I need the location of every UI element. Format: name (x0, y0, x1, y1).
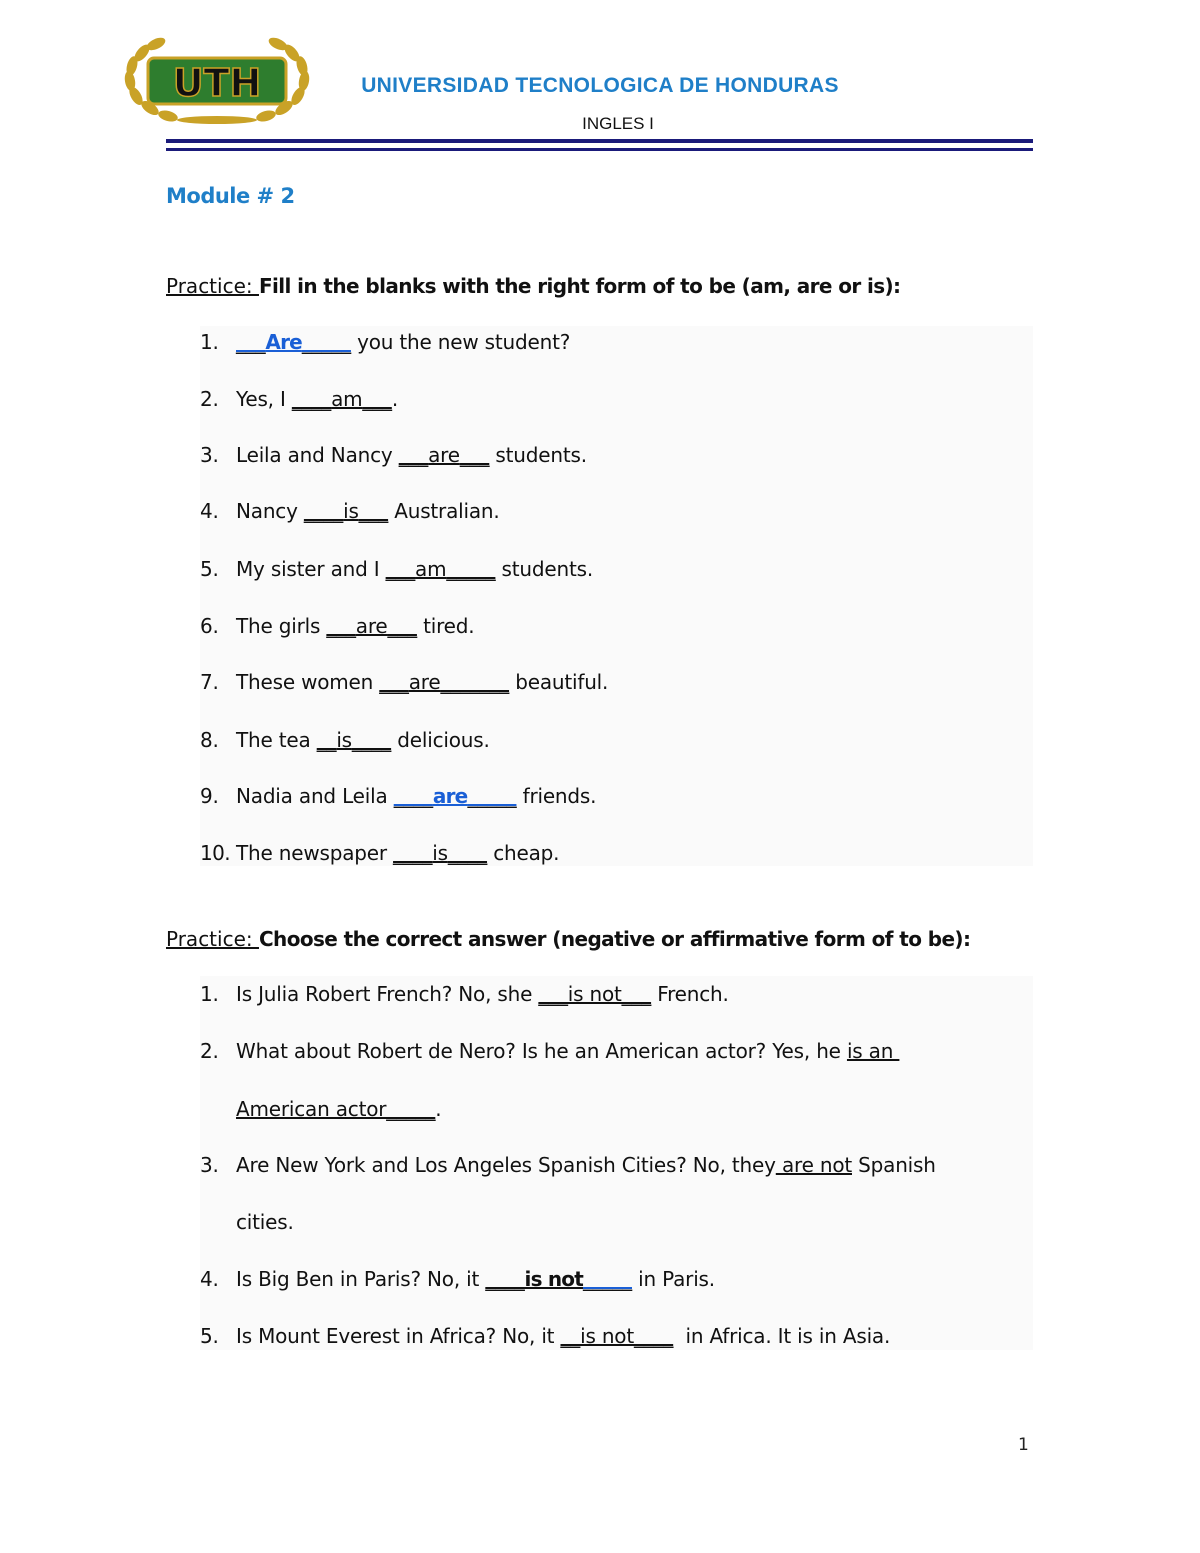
exercise-item: 4. Is Big Ben in Paris? No, it ____is not_____ in Paris. (200, 1267, 715, 1291)
exercise-item: 5. Is Mount Everest in Africa? No, it __is not____ in Africa. It is in Asia. (200, 1324, 891, 1348)
exercise-item: 5. My sister and I ___am_____ students. (200, 557, 593, 581)
exercise-item: 7. These women ___are_______ beautiful. (200, 670, 609, 694)
university-title: UNIVERSIDAD TECNOLOGICA DE HONDURAS (361, 74, 839, 97)
practice-label: Practice: (166, 274, 259, 298)
practice-instruction: Fill in the blanks with the right form of to be (am, are or is): (258, 274, 901, 298)
exercise-item: 3. Leila and Nancy ___are___ students. (200, 443, 587, 467)
module-title: Module # 2 (166, 184, 295, 208)
exercise-item: 6. The girls ___are___ tired. (200, 614, 475, 638)
logo-text: UTH (172, 61, 262, 105)
exercise-item: 3. Are New York and Los Angeles Spanish Cities? No, they are not Spanish (200, 1153, 936, 1177)
page-number: 1 (1018, 1435, 1029, 1455)
practice-label: Practice: (166, 927, 259, 951)
course-name: INGLES I (582, 114, 654, 133)
practice-1-heading (166, 274, 900, 298)
header-rule-bottom (166, 148, 1033, 151)
exercise-item-continued: American actor_____. (236, 1097, 442, 1121)
exercise-item: 1. ___Are_____ you the new student? (200, 330, 571, 354)
exercise-item: 9. Nadia and Leila ____are_____ friends. (200, 784, 597, 808)
exercise-item: 8. The tea __is____ delicious. (200, 728, 490, 752)
practice-instruction: Choose the correct answer (negative or affirmative form of to be): (258, 927, 971, 951)
exercise-item-continued: cities. (236, 1210, 294, 1234)
exercise-item: 2. Yes, I ____am___. (200, 387, 398, 411)
exercise-item: 2. What about Robert de Nero? Is he an American actor? Yes, he is an (200, 1039, 900, 1063)
exercise-item: 1. Is Julia Robert French? No, she ___is not___ French. (200, 982, 729, 1006)
practice-2-heading (166, 927, 970, 951)
exercise-item: 10. The newspaper ____is____ cheap. (200, 841, 560, 865)
exercise-item: 4. Nancy ____is___ Australian. (200, 499, 500, 523)
header-rule-top (166, 139, 1033, 143)
